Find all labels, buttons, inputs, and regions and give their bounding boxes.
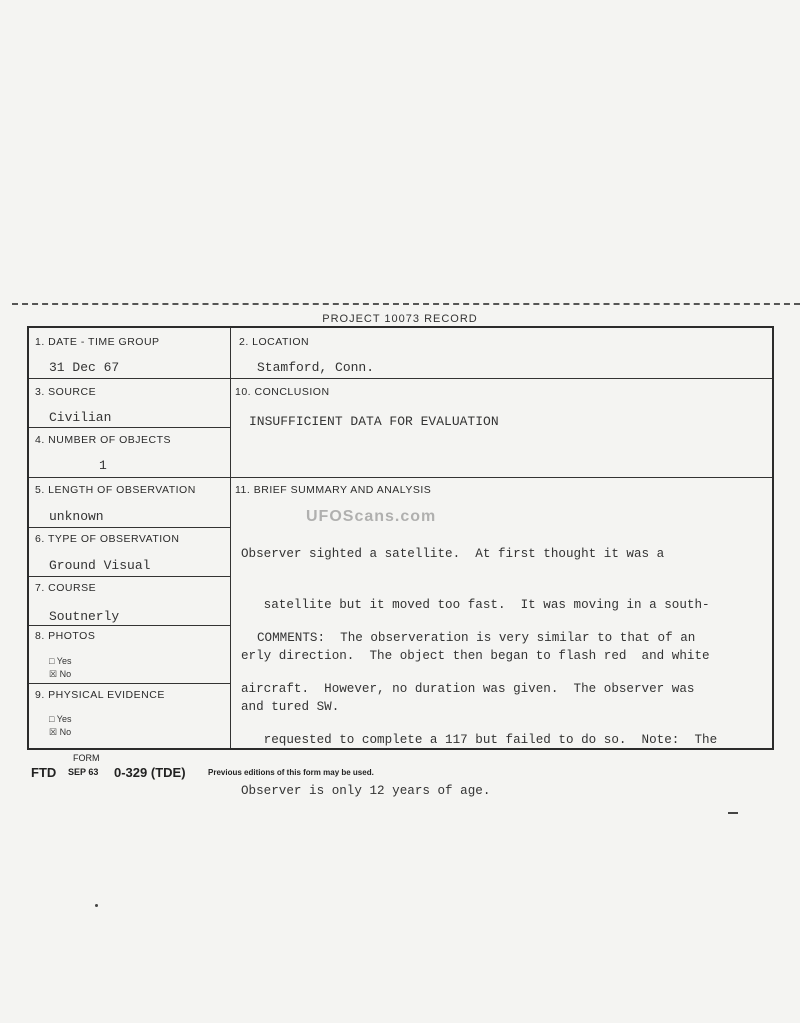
- form-id: FTD: [31, 765, 57, 780]
- speck: [95, 904, 98, 907]
- comments-line: COMMENTS: The observeration is very similar to that of an: [257, 631, 696, 645]
- physical-evidence-label: 9. PHYSICAL EVIDENCE: [35, 689, 165, 701]
- row-divider: [29, 477, 772, 478]
- form-word: FORM: [73, 753, 100, 763]
- type-obs-value: Ground Visual: [49, 558, 151, 573]
- speck: [728, 812, 738, 814]
- page-fold-line: [12, 303, 800, 305]
- record-title: PROJECT 10073 RECORD: [322, 313, 478, 325]
- summary-line: satellite but it moved too fast. It was moving in a south-: [241, 598, 710, 612]
- length-obs-value: unknown: [49, 509, 104, 524]
- conclusion-label: 10. CONCLUSION: [235, 386, 330, 398]
- type-obs-label: 6. TYPE OF OBSERVATION: [35, 533, 180, 545]
- row-divider: [29, 576, 230, 577]
- photos-label: 8. PHOTOS: [35, 630, 96, 642]
- checkbox-checked-icon: ☒: [49, 727, 58, 737]
- checkbox-empty-icon: □: [49, 656, 55, 666]
- location-label: 2. LOCATION: [239, 336, 310, 348]
- num-objects-label: 4. NUMBER OF OBJECTS: [35, 434, 172, 446]
- checkbox-checked-icon: ☒: [49, 669, 58, 679]
- physical-yes-label: Yes: [56, 714, 72, 724]
- row-divider: [29, 683, 230, 684]
- comments-line: requested to complete a 117 but failed to do so. Note: The: [241, 733, 718, 747]
- photos-yes-label: Yes: [56, 656, 72, 666]
- watermark: UFOScans.com: [306, 508, 437, 525]
- photos-no-label: No: [59, 669, 72, 679]
- physical-no-label: No: [59, 727, 72, 737]
- course-value: Soutnerly: [49, 609, 120, 624]
- row-divider: [29, 527, 230, 528]
- checkbox-empty-icon: □: [49, 714, 55, 724]
- photos-yes-option: [49, 656, 71, 666]
- form-number: 0-329 (TDE): [114, 765, 186, 780]
- summary-line: and tured SW.: [241, 700, 340, 714]
- comments-line: aircraft. However, no duration was given. The observer was: [241, 682, 695, 696]
- row-divider: [29, 625, 230, 626]
- physical-no-option: [49, 727, 71, 738]
- form-edition-note: Previous editions of this form may be used.: [208, 768, 374, 777]
- date-time-value: 31 Dec 67: [49, 360, 120, 375]
- physical-yes-option: [49, 714, 71, 724]
- summary-line: erly direction. The object then began to flash red and white: [241, 649, 710, 663]
- date-time-label: 1. DATE - TIME GROUP: [35, 336, 160, 348]
- conclusion-value: INSUFFICIENT DATA FOR EVALUATION: [249, 414, 499, 429]
- num-objects-value: 1: [99, 458, 107, 473]
- row-divider: [29, 378, 772, 379]
- summary-label: 11. BRIEF SUMMARY AND ANALYSIS: [235, 484, 432, 496]
- photos-no-option: [49, 669, 71, 680]
- course-label: 7. COURSE: [35, 582, 97, 594]
- location-value: Stamford, Conn.: [257, 360, 375, 375]
- comments-line: Observer is only 12 years of age.: [241, 784, 491, 798]
- form-date: SEP 63: [68, 767, 99, 777]
- length-obs-label: 5. LENGTH OF OBSERVATION: [35, 484, 196, 496]
- column-divider: [230, 328, 231, 748]
- comments-text: [241, 596, 718, 834]
- summary-line: Observer sighted a satellite. At first thought it was a: [241, 547, 665, 561]
- source-label: 3. SOURCE: [35, 386, 97, 398]
- source-value: Civilian: [49, 410, 112, 425]
- row-divider: [29, 427, 230, 428]
